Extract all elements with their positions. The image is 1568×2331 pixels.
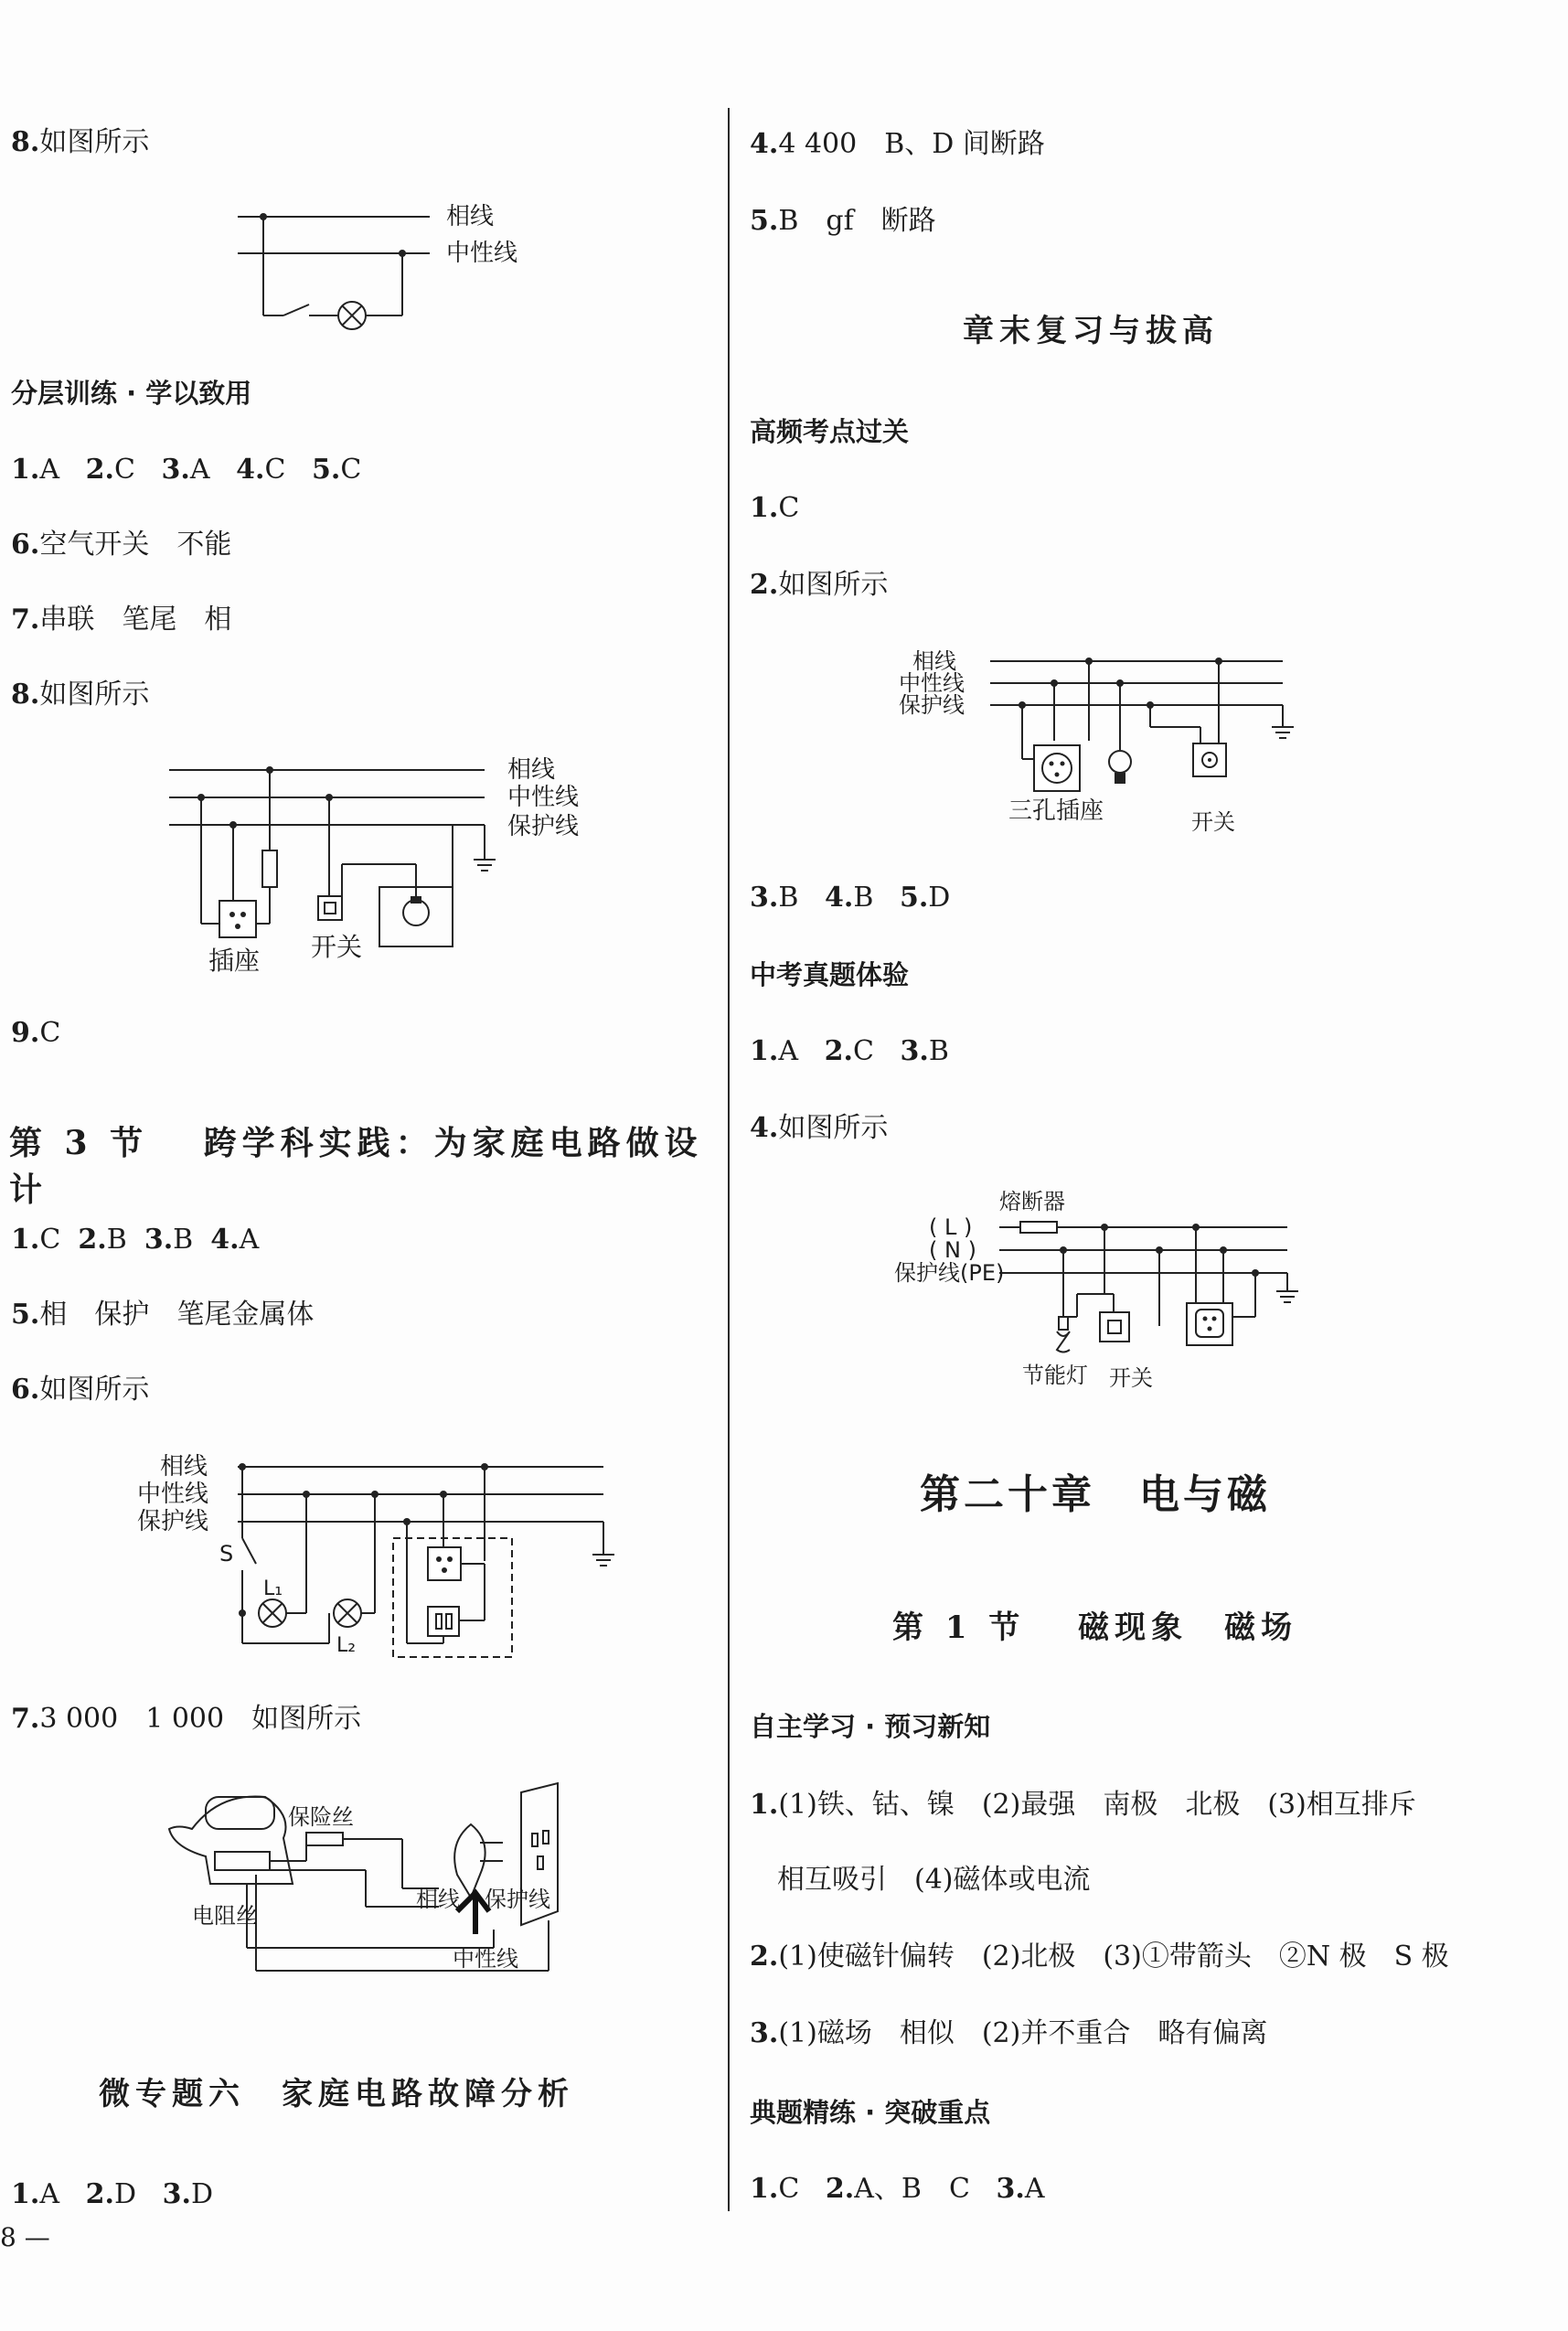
svg-text:S: S bbox=[219, 1541, 234, 1566]
kettle-wiring-figure bbox=[155, 1774, 613, 2003]
svg-text:中性线: 中性线 bbox=[507, 784, 580, 811]
section-heading-exam: 中考真题体验 bbox=[750, 959, 910, 990]
svg-text:L₁: L₁ bbox=[263, 1577, 283, 1600]
answer-6: 6.空气开关 不能 bbox=[11, 529, 232, 561]
answer-sec3-6: 6.如图所示 bbox=[11, 1374, 150, 1406]
answer-8b: 8.如图所示 bbox=[11, 679, 150, 711]
svg-text:保护线: 保护线 bbox=[137, 1508, 209, 1535]
answer-r5: 5.B gf 断路 bbox=[750, 205, 936, 237]
svg-text:中性线: 中性线 bbox=[899, 670, 965, 696]
answer-z1: 1.(1)铁、钴、镍 (2)最强 南极 北极 (3)相互排斥 bbox=[750, 1789, 1416, 1821]
answer-9: 9.C bbox=[11, 1017, 61, 1049]
chapter-review-title: 章末复习与拔高 bbox=[963, 313, 1219, 349]
svg-text:插座: 插座 bbox=[208, 946, 261, 976]
svg-text:保护线: 保护线 bbox=[507, 813, 580, 840]
svg-text:保护线: 保护线 bbox=[899, 692, 965, 718]
section-title-1: 第 1 节 磁现象 磁场 bbox=[892, 1609, 1298, 1646]
section-title-3: 第 3 节 跨学科实践：为家庭电路做设计 bbox=[9, 1124, 703, 1209]
answer-r4: 4.4 400 B、D 间断路 bbox=[750, 128, 1045, 160]
svg-text:相线: 相线 bbox=[507, 756, 556, 784]
answer-7: 7.串联 笔尾 相 bbox=[11, 604, 232, 636]
svg-text:中性线: 中性线 bbox=[137, 1481, 209, 1508]
svg-text:相线: 相线 bbox=[416, 1887, 460, 1912]
answer-z1-cont: 相互吸引 (4)磁体或电流 bbox=[777, 1864, 1091, 1896]
page-number: 8 — bbox=[0, 2222, 50, 2252]
answer-exam-4: 4.如图所示 bbox=[750, 1112, 889, 1144]
svg-text:开关: 开关 bbox=[1191, 809, 1235, 835]
section-heading-layered: 分层训练 · 学以致用 bbox=[11, 378, 252, 409]
circuit-figure-3 bbox=[128, 1447, 640, 1675]
svg-text:保险丝: 保险丝 bbox=[288, 1804, 354, 1830]
svg-text:电阻丝: 电阻丝 bbox=[192, 1903, 258, 1929]
svg-text:开关: 开关 bbox=[1109, 1365, 1153, 1391]
answers-sec3-1-4: 1.C 2.B 3.B 4.A bbox=[11, 1224, 260, 1256]
svg-text:L₂: L₂ bbox=[336, 1634, 357, 1657]
section-heading-typical: 典题精练 · 突破重点 bbox=[750, 2097, 991, 2128]
answers-micro-1-3: 1.A 2.D 3.D bbox=[11, 2178, 213, 2210]
section-heading-high-frequency: 高频考点过关 bbox=[750, 416, 910, 447]
micro-topic-title: 微专题六 家庭电路故障分析 bbox=[99, 2076, 574, 2112]
column-divider bbox=[728, 108, 730, 2211]
answers-hf-3-5: 3.B 4.B 5.D bbox=[750, 882, 951, 914]
answer-sec3-5: 5.相 保护 笔尾金属体 bbox=[11, 1299, 315, 1331]
section-heading-self-study: 自主学习 · 预习新知 bbox=[750, 1711, 991, 1742]
svg-text:开关: 开关 bbox=[311, 932, 363, 962]
circuit-figure-2 bbox=[165, 750, 603, 978]
svg-text:保护线: 保护线 bbox=[485, 1887, 550, 1912]
svg-text:相线: 相线 bbox=[160, 1453, 208, 1481]
answers-typical: 1.C 2.A、B C 3.A bbox=[750, 2173, 1045, 2205]
chapter-title: 第二十章 电与磁 bbox=[920, 1471, 1271, 1518]
answer-hf-2: 2.如图所示 bbox=[750, 569, 889, 601]
answers-1-5: 1.A 2.C 3.A 4.C 5.C bbox=[11, 454, 362, 486]
answer-sec3-7: 7.3 000 1 000 如图所示 bbox=[11, 1703, 362, 1735]
circuit-figure-5 bbox=[899, 645, 1328, 841]
svg-text:保护线(PE): 保护线(PE) bbox=[894, 1260, 1005, 1286]
answer-z2: 2.(1)使磁针偏转 (2)北极 (3)①带箭头 ②N 极 S 极 bbox=[750, 1941, 1449, 1973]
fig1-label-neutral: 中性线 bbox=[446, 240, 518, 267]
svg-text:( N ): ( N ) bbox=[929, 1237, 976, 1263]
svg-text:三孔插座: 三孔插座 bbox=[1008, 797, 1104, 825]
answer-z3: 3.(1)磁场 相似 (2)并不重合 略有偏离 bbox=[750, 2017, 1268, 2049]
answers-exam-1-3: 1.A 2.C 3.B bbox=[750, 1035, 949, 1067]
answer-8a: 8.如图所示 bbox=[11, 126, 150, 158]
svg-text:( L ): ( L ) bbox=[929, 1214, 973, 1240]
svg-text:熔断器: 熔断器 bbox=[999, 1189, 1065, 1214]
circuit-figure-1 bbox=[219, 197, 549, 334]
svg-text:节能灯: 节能灯 bbox=[1022, 1363, 1088, 1388]
fig1-label-live: 相线 bbox=[446, 203, 495, 230]
answer-hf-1: 1.C bbox=[750, 492, 800, 524]
svg-text:相线: 相线 bbox=[912, 648, 956, 674]
svg-text:中性线: 中性线 bbox=[453, 1946, 518, 1972]
circuit-figure-6 bbox=[894, 1189, 1351, 1399]
